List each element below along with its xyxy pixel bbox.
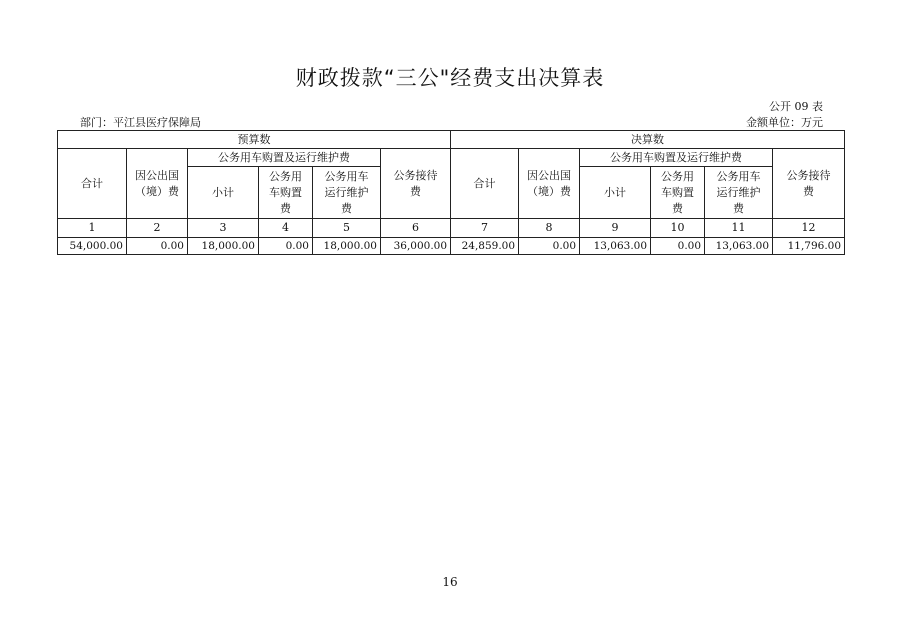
index-cell: 3	[188, 219, 259, 238]
value-cell: 24,859.00	[451, 238, 519, 255]
index-cell: 2	[127, 219, 188, 238]
index-cell: 1	[58, 219, 127, 238]
index-cell: 12	[773, 219, 845, 238]
budget-abroad-header: 因公出国 （境）费	[127, 149, 188, 219]
budget-purchase-header: 公务用 车购置 费	[259, 167, 313, 219]
budget-header: 预算数	[58, 131, 451, 149]
budget-total-header: 合计	[58, 149, 127, 219]
index-cell: 8	[519, 219, 580, 238]
index-cell: 10	[651, 219, 705, 238]
index-cell: 7	[451, 219, 519, 238]
value-cell: 18,000.00	[188, 238, 259, 255]
value-cell: 11,796.00	[773, 238, 845, 255]
final-reception-header: 公务接待 费	[773, 149, 845, 219]
budget-vehicle-group-header: 公务用车购置及运行维护费	[188, 149, 381, 167]
index-cell: 9	[580, 219, 651, 238]
final-subtotal-header: 小计	[580, 167, 651, 219]
final-total-header: 合计	[451, 149, 519, 219]
department-label: 部门：平江县医疗保障局	[80, 116, 201, 129]
index-cell: 6	[381, 219, 451, 238]
value-cell: 0.00	[651, 238, 705, 255]
budget-subtotal-header: 小计	[188, 167, 259, 219]
value-cell: 0.00	[259, 238, 313, 255]
index-cell: 11	[705, 219, 773, 238]
value-cell: 0.00	[127, 238, 188, 255]
final-header: 决算数	[451, 131, 845, 149]
value-cell: 18,000.00	[313, 238, 381, 255]
index-cell: 4	[259, 219, 313, 238]
final-operation-header: 公务用车 运行维护 费	[705, 167, 773, 219]
index-cell: 5	[313, 219, 381, 238]
budget-reception-header: 公务接待 费	[381, 149, 451, 219]
amount-unit-label: 金额单位：万元	[746, 116, 823, 129]
budget-operation-header: 公务用车 运行维护 费	[313, 167, 381, 219]
final-abroad-header: 因公出国 （境）费	[519, 149, 580, 219]
form-number: 公开 09 表	[769, 100, 823, 113]
value-cell: 13,063.00	[580, 238, 651, 255]
final-vehicle-group-header: 公务用车购置及运行维护费	[580, 149, 773, 167]
page-number: 16	[442, 575, 458, 589]
value-cell: 0.00	[519, 238, 580, 255]
final-purchase-header: 公务用 车购置 费	[651, 167, 705, 219]
page-title: 财政拨款“三公"经费支出决算表	[295, 66, 605, 90]
value-cell: 36,000.00	[381, 238, 451, 255]
value-cell: 13,063.00	[705, 238, 773, 255]
three-public-expense-table	[57, 130, 845, 255]
value-cell: 54,000.00	[58, 238, 127, 255]
